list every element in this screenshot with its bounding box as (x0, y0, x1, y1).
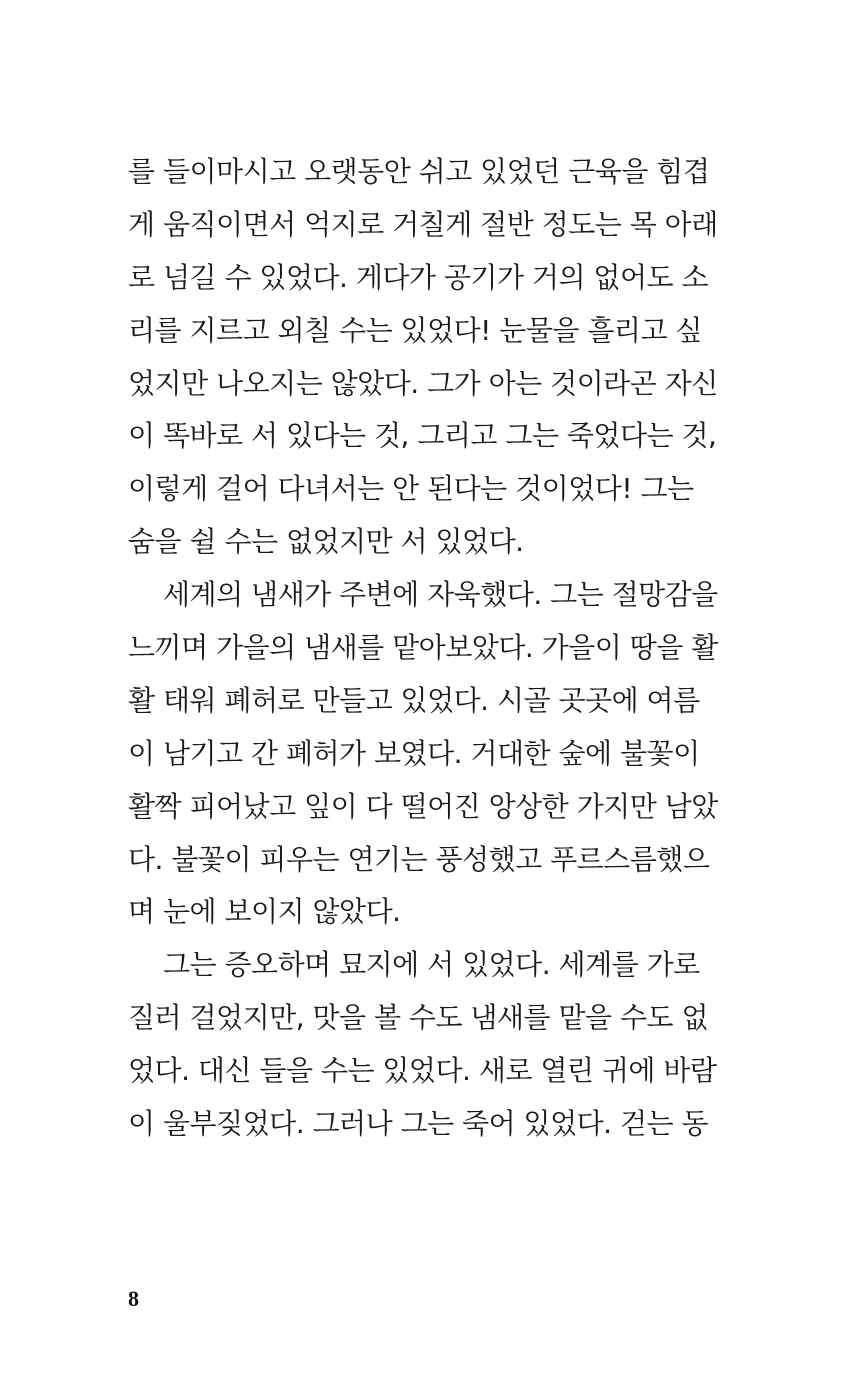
text-line: 이 울부짖었다. 그러나 그는 죽어 있었다. 걷는 동 (128, 1107, 709, 1141)
text-line: 며 눈에 보이지 않았다. (128, 895, 401, 929)
text-line: 로 넘길 수 있었다. 게다가 공기가 거의 없어도 소 (128, 260, 709, 294)
text-line: 이 남기고 간 폐허가 보였다. 거대한 숲에 불꽃이 (128, 736, 700, 770)
paragraph-2 (128, 569, 718, 939)
text-line: 리를 지르고 외칠 수는 있었다! 눈물을 흘리고 싶 (128, 313, 702, 347)
text-line: 숨을 쉴 수는 없었지만 서 있었다. (128, 525, 524, 559)
text-line: 었다. 대신 들을 수는 있었다. 새로 열린 귀에 바람 (128, 1054, 717, 1088)
text-line: 를 들이마시고 오랫동안 쉬고 있었던 근육을 힘겹 (128, 155, 710, 188)
text-line: 그는 증오하며 묘지에 서 있었다. 세계를 가로 (163, 948, 700, 982)
text-line: 느끼며 가을의 냄새를 맡아보았다. 가을이 땅을 활 (128, 631, 718, 665)
text-line: 었지만 나오지는 않았다. 그가 아는 것이라곤 자신 (128, 366, 718, 400)
text-line: 질러 걸었지만, 맛을 볼 수도 냄새를 맡을 수도 없 (128, 1001, 709, 1035)
text-line: 다. 불꽃이 피우는 연기는 풍성했고 푸르스름했으 (128, 842, 710, 876)
body-text (128, 146, 718, 1151)
paragraph-1 (128, 146, 718, 569)
text-line: 게 움직이면서 억지로 거칠게 절반 정도는 목 아래 (128, 207, 718, 241)
text-line: 세계의 냄새가 주변에 자욱했다. 그는 절망감을 (163, 578, 718, 612)
paragraph-3 (128, 939, 717, 1151)
page-number: 8 (128, 1286, 139, 1311)
text-line: 이렇게 걸어 다녀서는 안 된다는 것이었다! 그는 (128, 472, 694, 506)
text-line: 이 똑바로 서 있다는 것, 그리고 그는 죽었다는 것, (128, 419, 717, 453)
text-line: 활짝 피어났고 잎이 다 떨어진 앙상한 가지만 남았 (128, 789, 718, 823)
text-line: 활 태워 폐허로 만들고 있었다. 시골 곳곳에 여름 (128, 683, 700, 717)
